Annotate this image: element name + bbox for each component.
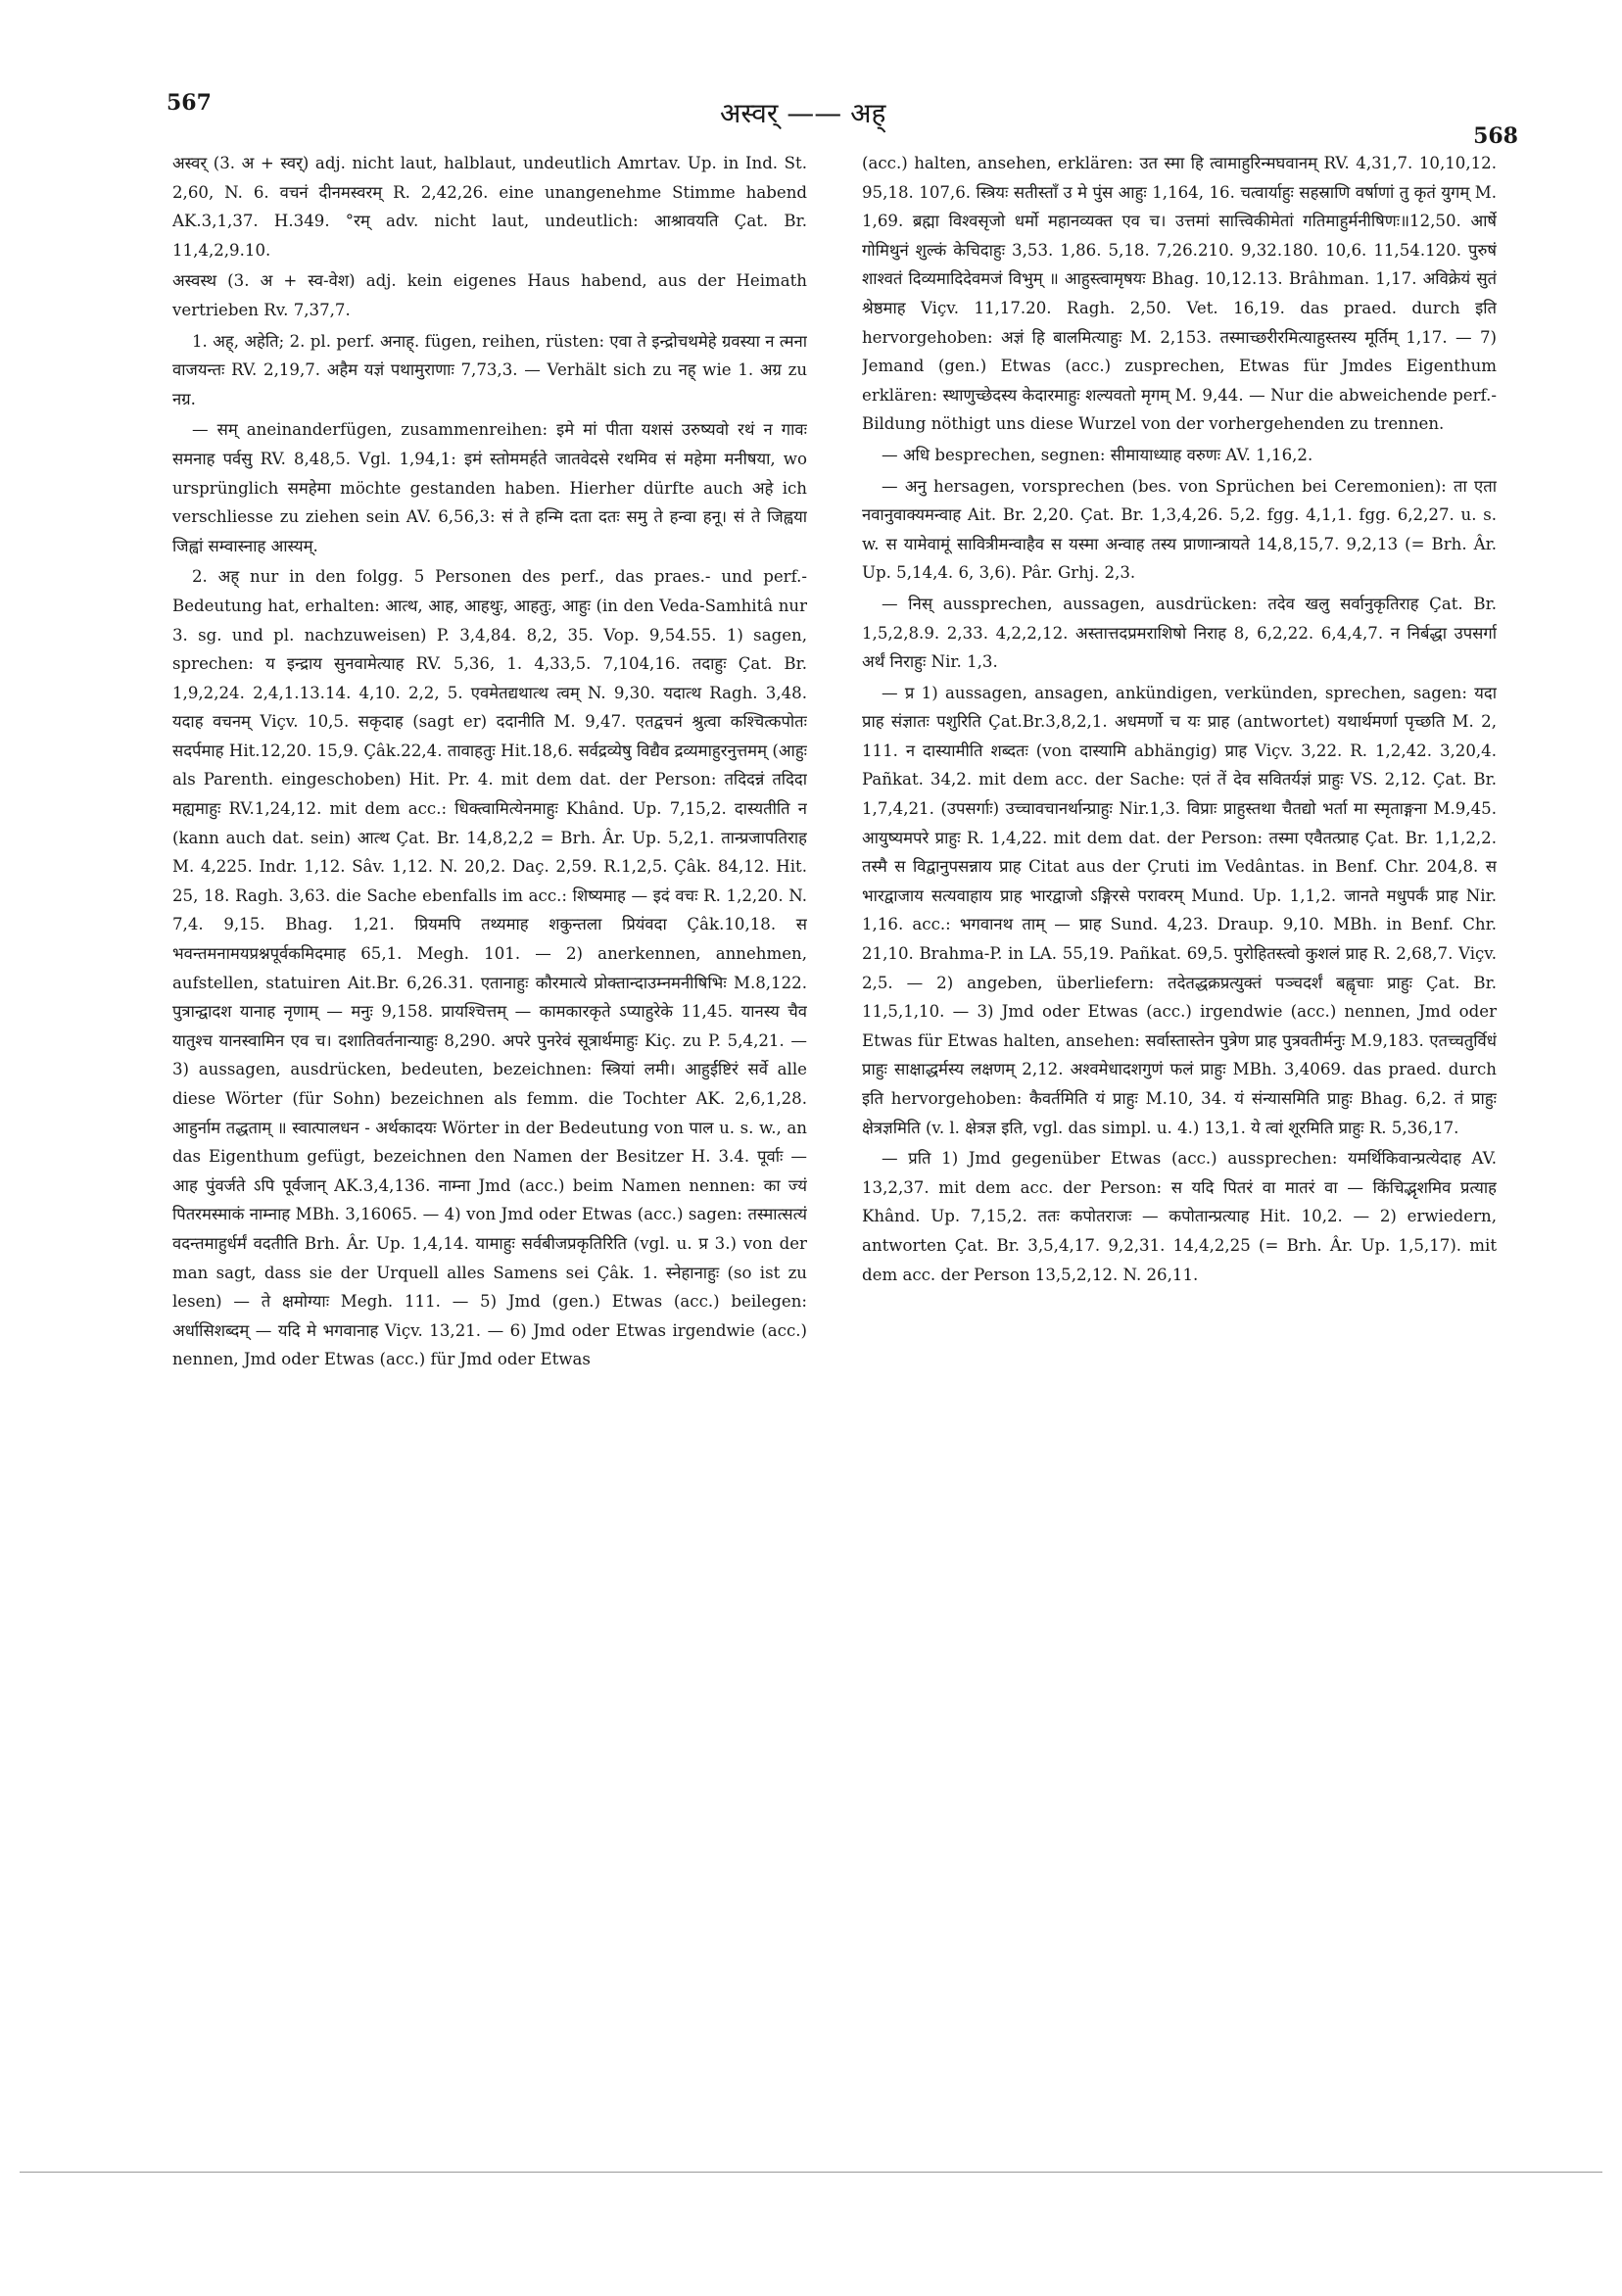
entry-asvar: अस्वर् (3. अ + स्वर्) adj. nicht laut, halblaut, undeutlich Amrtav. Up. in Ind. St. 2,60, N. 6. वचनं दीनमस्वरम् R. 2,42,26. eine unangenehme Stimme habend AK.3,1,37. H.349. °रम् adv. nicht laut, undeutlich: आश्रावयति Çat. Br. 11,4,2,9.10. — [172, 154, 807, 260]
right-column — [862, 149, 1497, 2128]
running-head: अस्वर् —— अह् — [720, 97, 886, 129]
entry-ah-1-sam: — सम् aneinanderfügen, zusammenreihen: इमे मां पीता यशसं उरुष्यवो रथं न गावः समनाह पर्वसु RV. 8,48,5. Vgl. 1,94,1: इमं स्तोममर्हते जातवेदसे रथमिव सं महेमा मनीषया, wo ursprünglich समहेमा möchte gestanden haben. Hierher dürfte auch अहे ich verschliesse zu ziehen sein AV. 6,56,3: सं ते हन्मि दता दतः समु ते हन्वा हनू। सं ते जिह्वया जिह्वां सम्वास्नाह आस्यम्. — [172, 420, 807, 555]
left-page-number: 567 — [167, 90, 212, 116]
entry-asvaveshya: अस्वस्थ (3. अ + स्व-वेश) adj. kein eigenes Haus habend, aus der Heimath vertrieben Rv. 7,37,7. — [172, 271, 807, 319]
entry-ah-anu: — अनु hersagen, vorsprechen (bes. von Sprüchen bei Ceremonien): ता एता नवानुवाक्यमन्वाह Ait. Br. 2,20. Çat. Br. 1,3,4,26. 5,2. fgg. 4,1,1. fgg. 6,2,27. u. s. w. स यामेवामूं सावित्रीमन्वाहैव स यस्मा अन्वाह तस्य प्राणान्त्रायते 14,8,15,7. 9,2,13 (= Brh. Âr. Up. 5,14,4. 6, 3,6). Pâr. Grhj. 2,3. — [862, 476, 1497, 583]
left-column — [172, 149, 807, 2128]
entry-ah-2-cont: (acc.) halten, ansehen, erklären: उत स्मा हि त्वामाहुरिन्मघवानम् RV. 4,31,7. 10,10,12. 95,18. 107,6. स्त्रियः सतीस्ताँ उ मे पुंस आहुः 1,164, 16. चत्वार्याहुः सहस्राणि वर्षाणां तु कृतं युगम् M. 1,69. ब्रह्मा विश्वसृजो धर्मो महानव्यक्त एव च। उत्तमां सात्त्विकीमेतां गतिमाहुर्मनीषिणः॥12,50. आर्षे गोमिथुनं शुल्कं केचिदाहुः 3,53. 1,86. 5,18. 7,26.210. 9,32.180. 10,6. 11,54.120. पुरुषं शाश्वतं दिव्यमादिदेवमजं विभुम् ॥ आहुस्त्वामृषयः Bhag. 10,12.13. Brâhman. 1,17. अविक्रेयं सुतं श्रेष्ठमाह Viçv. 11,17.20. Ragh. 2,50. Vet. 16,19. das praed. durch इति hervorgehoben: अज्ञं हि बालमित्याहुः M. 2,153. तस्माच्छरीरमित्याहुस्तस्य मूर्तिम् 1,17. — 7) Jemand (gen.) Etwas (acc.) zusprechen, Etwas für Jmdes Eigenthum erklären: स्थाणुच्छेदस्य केदारमाहुः शल्यवतो मृगम् M. 9,44. — Nur die abweichende perf.-Bildung nöthigt uns diese Wurzel von der vorhergehenden zu trennen. — [862, 154, 1497, 434]
entry-ah-pra: — प्र 1) aussagen, ansagen, ankündigen, verkünden, sprechen, sagen: यदा प्राह संज्ञातः पशुरिति Çat.Br.3,8,2,1. अधमर्णो च यः प्राह (antwortet) यथार्थमर्णा पृच्छति M. 2, 111. न दास्यामीति शब्दतः (von दास्यामि abhängig) प्राह Viçv. 3,22. R. 1,2,42. 3,20,4. Pañkat. 34,2. mit dem acc. der Sache: एतं तें देव सवितर्यज्ञं प्राहुः VS. 2,12. Çat. Br. 1,7,4,21. (उपसर्गाः) उच्चावचानर्थान्प्राहुः Nir.1,3. विप्राः प्राहुस्तथा चैतद्यो भर्ता मा स्मृताङ्गना M.9,45. आयुष्यमपरे प्राहुः R. 1,4,22. mit dem dat. der Person: तस्मा एवैतत्प्राह Çat. Br. 1,1,2,2. तस्मै स विद्वानुपसन्नाय प्राह Citat aus der Çruti im Vedântas. in Benf. Chr. 204,8. स भारद्वाजाय सत्यवाहाय प्राह भारद्वाजो ऽङ्गिरसे परावरम् Mund. Up. 1,1,2. जानते मधुपर्कं प्राह Nir. 1,16. acc.: भगवानथ ताम् — प्राह Sund. 4,23. Draup. 9,10. MBh. in Benf. Chr. 21,10. Brahma-P. in LA. 55,19. Pañkat. 69,5. पुरोहितस्त्वो कुशलं प्राह R. 2,68,7. Viçv. 2,5. — 2) angeben, überliefern: तदेतद्धक्रप्रत्युक्तं पञ्चदर्शं बह्वृचाः प्राहुः Çat. Br. 11,5,1,10. — 3) Jmd oder Etwas (acc.) irgendwie (acc.) nennen, Jmd oder Etwas für Etwas halten, ansehen: सर्वास्तास्तेन पुत्रेण प्राह पुत्रवतीर्मनुः M.9,183. एतच्चतुर्विधं प्राहुः साक्षाद्धर्मस्य लक्षणम् 2,12. अश्वमेधादशगुणं फलं प्राहुः MBh. 3,4069. das praed. durch इति hervorgehoben: कैवर्तमिति यं प्राहुः M.10, 34. यं संन्यासमिति प्राहुः Bhag. 6,2. तं प्राहुः क्षेत्रज्ञमिति (v. l. क्षेत्रज्ञ इति, vgl. das simpl. u. 4.) 13,1. ये त्वां शूरमिति प्राहुः R. 5,36,17. — [862, 683, 1497, 1137]
page-header — [167, 90, 1518, 149]
entry-ah-prati: — प्रति 1) Jmd gegenüber Etwas (acc.) aussprechen: यमर्थिकिवान्प्रत्येदाह AV. 13,2,37. mit dem acc. der Person: स यदि पितरं वा मातरं वा — किंचिद्भृशमिव प्रत्याह Khând. Up. 7,15,2. ततः कपोतराजः — कपोतान्प्रत्याह Hit. 10,2. — 2) erwiedern, antworten Çat. Br. 3,5,4,17. 9,2,31. 14,4,2,25 (= Brh. Âr. Up. 1,5,17). mit dem acc. der Person 13,5,2,12. N. 26,11. — [862, 1149, 1497, 1284]
entry-ah-1: 1. अह्, अहेति; 2. pl. perf. अनाह्. fügen, reihen, rüsten: एवा ते इन्द्रोचथमेहे ग्रवस्या न त्मना वाजयन्तः RV. 2,19,7. अहैम यज्ञं पथामुराणाः 7,73,3. — Verhält sich zu नह् wie 1. अग्र zu नग्र. — [172, 331, 807, 408]
entry-ah-nis: — निस् aussprechen, aussagen, ausdrücken: तदेव खलु सर्वानुकृतिराह Çat. Br. 1,5,2,8.9. 2,33. 4,2,2,12. अस्तात्तदप्रमराशिषो निराह 8, 6,2,22. 6,4,4,7. न निर्बद्धा उपसर्गा अर्थं निराहुः Nir. 1,3. — [862, 594, 1497, 672]
entry-ah-adhi: — अधि besprechen, segnen: सीमायाध्याह वरुणः AV. 1,16,2. — [882, 445, 1313, 464]
footer-rule — [20, 2172, 1602, 2173]
entry-ah-2: 2. अह् nur in den folgg. 5 Personen des perf., das praes.- und perf.-Bedeutung hat, erhalten: आत्थ, आह, आहथुः, आहतुः, आहुः (in den Veda-Samhitâ nur 3. sg. und pl. nachzuweisen) P. 3,4,84. 8,2, 35. Vop. 9,54.55. 1) sagen, sprechen: य इन्द्राय सुनवामेत्याह RV. 5,36, 1. 4,33,5. 7,104,16. तदाहुः Çat. Br. 1,9,2,24. 2,4,1.13.14. 4,10. 2,2, 5. एवमेतद्यथात्थ त्वम् N. 9,30. यदात्थ Ragh. 3,48. यदाह वचनम् Viçv. 10,5. सकृदाह (sagt er) ददानीति M. 9,47. एतद्वचनं श्रुत्वा कश्चित्कपोतः सदर्पमाह Hit.12,20. 15,9. Çâk.22,4. तावाहतुः Hit.18,6. सर्वद्रव्येषु विद्यैव द्रव्यमाहुरनुत्तमम् (आहुः als Parenth. eingeschoben) Hit. Pr. 4. mit dem dat. der Person: तदिदन्नं तदिदा मह्यमाहुः RV.1,24,12. mit dem acc.: धिक्त्वामित्येनमाहुः Khând. Up. 7,15,2. दास्यतीति न (kann auch dat. sein) आत्थ Çat. Br. 14,8,2,2 = Brh. Âr. Up. 5,2,1. तान्प्रजापतिराह M. 4,225. Indr. 1,12. Sâv. 1,12. N. 20,2. Daç. 2,59. R.1,2,5. Çâk. 84,12. Hit. 25, 18. Ragh. 3,63. die Sache ebenfalls im acc.: शिष्यमाह — इदं वचः R. 1,2,20. N. 7,4. 9,15. Bhag. 1,21. प्रियमपि तथ्यमाह शकुन्तला प्रियंवदा Çâk.10,18. स भवन्तमनामयप्रश्नपूर्वकमिदमाह 65,1. Megh. 101. — 2) anerkennen, annehmen, aufstellen, statuiren Ait.Br. 6,26.31. एतानाहुः कौरमात्ये प्रोक्तान्दाउम्नमनीषिभिः M.8,122. पुत्रान्द्वादश यानाह नृणाम् — मनुः 9,158. प्रायश्चित्तम् — कामकारकृते ऽप्याहुरेके 11,45. यानस्य चैव यातुश्च यानस्वामिन एव च। दशातिवर्तनान्याहुः 8,290. अपरे पुनरेवं सूत्रार्थमाहुः Kiç. zu P. 5,4,21. — 3) aussagen, ausdrücken, bedeuten, bezeichnen: स्त्रियां लमी। आहुर्ईष्टिरं सर्वे alle diese Wörter (für Sohn) bezeichnen als femm. die Tochter AK. 2,6,1,28. आहुर्नाम तद्धताम् ॥ स्वात्पालधन - अर्थकादयः Wörter in der Bedeutung von पाल u. s. w., an das Eigenthum gefügt, bezeichnen den Namen der Besitzer H. 3.4. पूर्वाः — आह पुंवर्जते ऽपि पूर्वजान् AK.3,4,136. नाम्ना Jmd (acc.) beim Namen nennen: का ज्यं पितरमस्माकं नाम्नाह MBh. 3,16065. — 4) von Jmd oder Etwas (acc.) sagen: तस्मात्सत्यं वदन्तमाहुर्धर्मं वदतीति Brh. Âr. Up. 1,4,14. यामाहुः सर्वबीजप्रकृतिरिति (vgl. u. प्र 3.) von der man sagt, dass sie der Urquell alles Samens sei Çâk. 1. स्नेहानाहुः (so ist zu lesen) — ते क्षमोग्याः Megh. 111. — 5) Jmd (gen.) Etwas (acc.) beilegen: अर्धासिशब्दम् — यदि मे भगवानाह Viçv. 13,21. — 6) Jmd oder Etwas irgendwie (acc.) nennen, Jmd oder Etwas (acc.) für Jmd oder Etwas — [172, 567, 807, 1369]
right-page-number: 568 — [1473, 123, 1518, 149]
